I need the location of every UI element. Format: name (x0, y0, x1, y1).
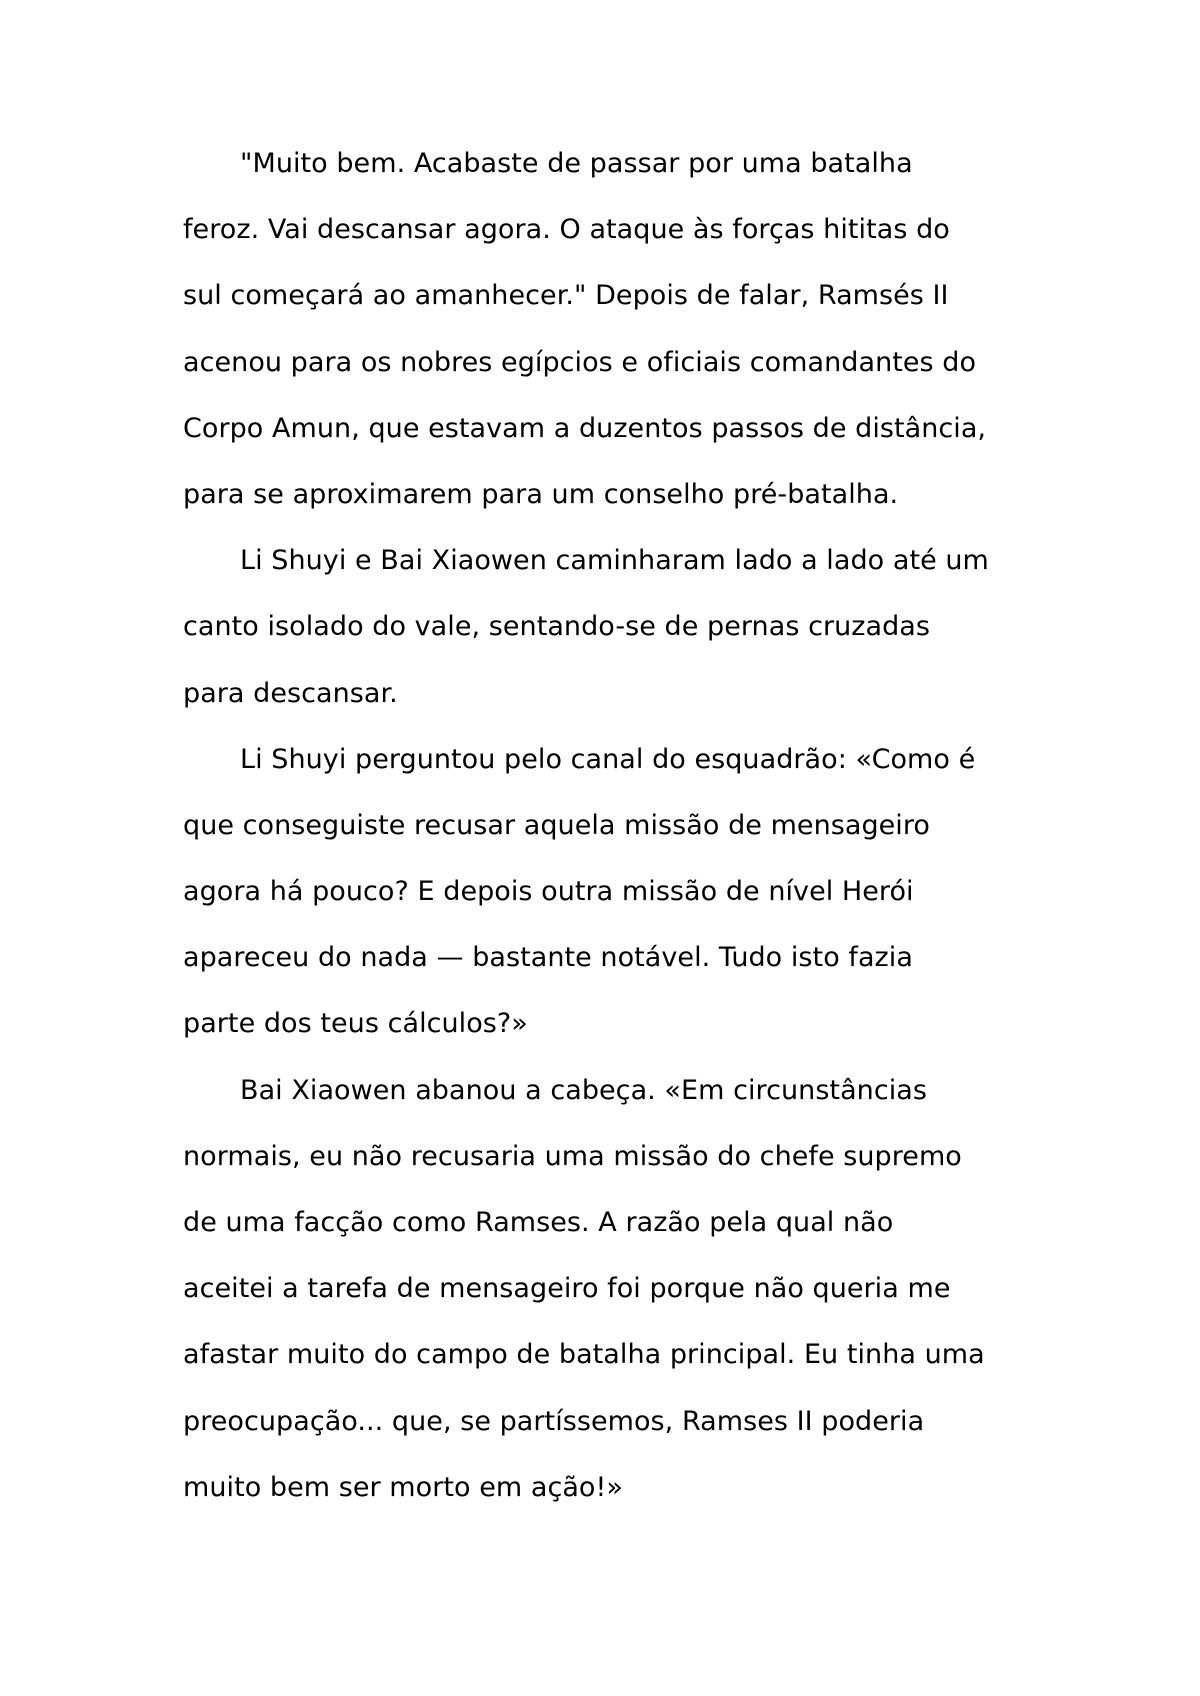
text-line: parte dos teus cálculos?» (183, 1008, 528, 1040)
text-line: para se aproximarem para um conselho pré-batalha. (183, 478, 899, 510)
text-line: Corpo Amun, que estavam a duzentos passos de distância, (183, 412, 987, 444)
text-line: afastar muito do campo de batalha principal. Eu tinha uma (183, 1339, 985, 1371)
text-line: agora há pouco? E depois outra missão de nível Herói (183, 876, 914, 908)
text-line: de uma facção como Ramses. A razão pela qual não (183, 1207, 894, 1238)
body-text (183, 136, 1023, 1526)
text-line: sul começará ao amanhecer." Depois de falar, Ramsés II (183, 280, 949, 312)
paragraph-first-line: Li Shuyi perguntou pelo canal do esquadrão: «Como é (240, 743, 976, 775)
text-line: muito bem ser morto em ação!» (183, 1471, 623, 1503)
text-line: acenou para os nobres egípcios e oficiais comandantes do (183, 346, 977, 378)
text-line: preocupação... que, se partíssemos, Ramses II poderia (183, 1405, 925, 1437)
text-line: apareceu do nada — bastante notável. Tudo isto fazia (183, 942, 913, 974)
text-line: normais, eu não recusaria uma missão do chefe supremo (183, 1140, 962, 1172)
text-line: feroz. Vai descansar agora. O ataque às forças hititas do (183, 214, 950, 246)
paragraph-first-line: "Muito bem. Acabaste de passar por uma batalha (240, 148, 913, 179)
text-line: canto isolado do vale, sentando-se de pernas cruzadas (183, 611, 930, 643)
paragraph-first-line: Bai Xiaowen abanou a cabeça. «Em circunstâncias (240, 1074, 927, 1106)
text-line: aceitei a tarefa de mensageiro foi porque não queria me (183, 1273, 951, 1305)
text-line: para descansar. (183, 677, 398, 709)
paragraph-first-line: Li Shuyi e Bai Xiaowen caminharam lado a lado até um (240, 545, 989, 577)
text-line: que conseguiste recusar aquela missão de mensageiro (183, 809, 930, 841)
